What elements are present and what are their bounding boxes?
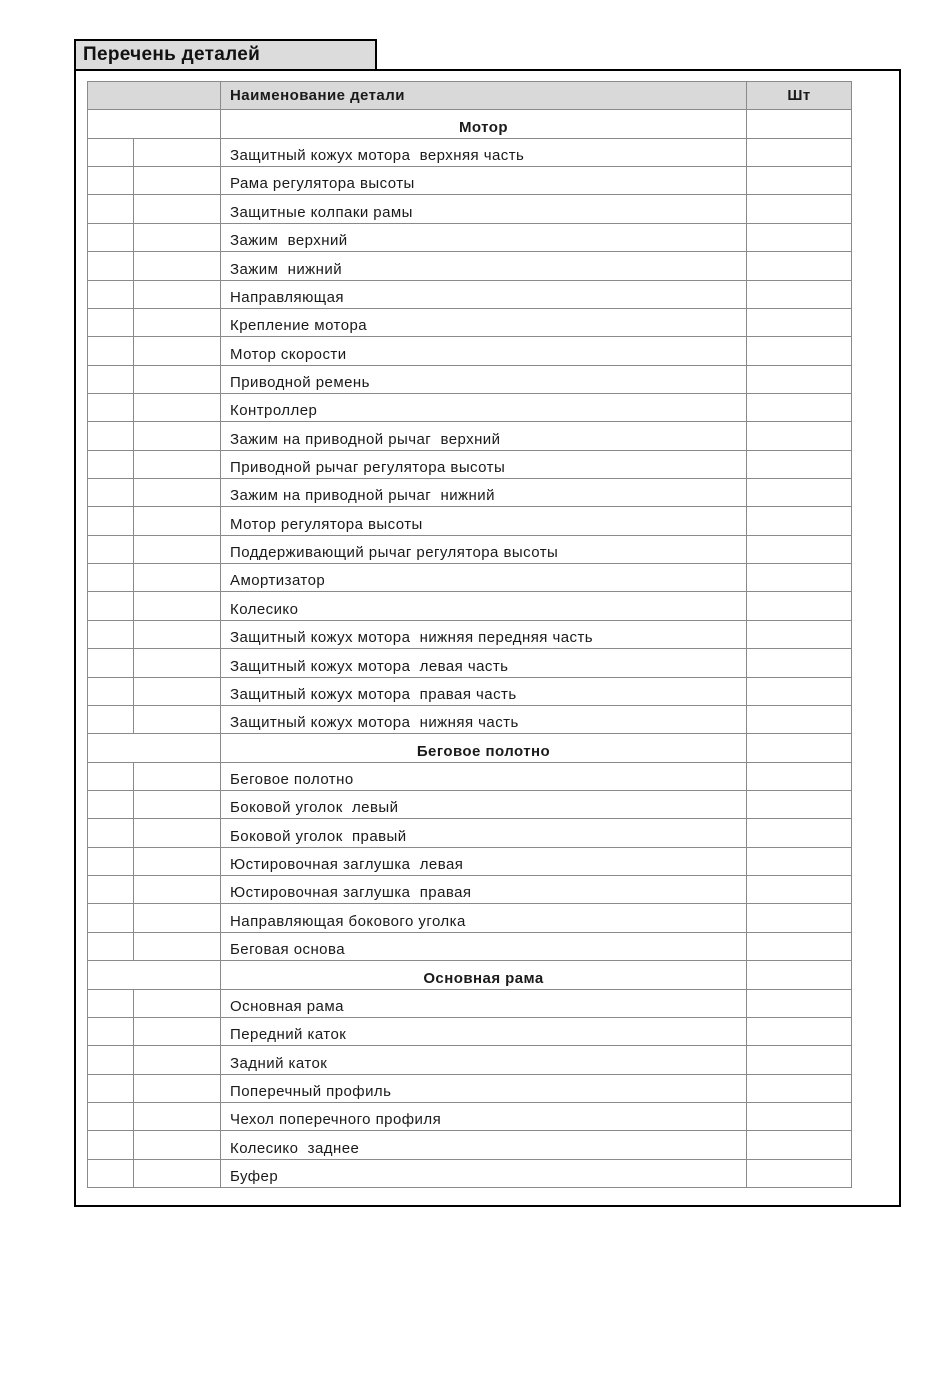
table-row	[88, 592, 852, 620]
table-row	[88, 762, 852, 790]
position-cell	[88, 138, 134, 166]
qty-cell	[747, 961, 852, 989]
part-number-cell	[134, 904, 221, 932]
table-row	[88, 280, 852, 308]
position-cell	[88, 223, 134, 251]
qty-cell	[747, 167, 852, 195]
table-row	[88, 422, 852, 450]
table-row	[88, 564, 852, 592]
position-cell	[88, 195, 134, 223]
part-name: Буфер	[221, 1159, 747, 1187]
table-row	[88, 507, 852, 535]
position-cell	[88, 819, 134, 847]
qty-cell	[747, 535, 852, 563]
page-title: Перечень деталей	[74, 39, 377, 71]
part-name: Поперечный профиль	[221, 1074, 747, 1102]
part-name: Боковой уголок правый	[221, 819, 747, 847]
position-cell	[88, 450, 134, 478]
section-row	[88, 110, 852, 138]
table-row	[88, 847, 852, 875]
section-blank-cell	[88, 734, 221, 762]
qty-cell	[747, 1102, 852, 1130]
section-row	[88, 961, 852, 989]
table-row	[88, 138, 852, 166]
part-name: Юстировочная заглушка левая	[221, 847, 747, 875]
table-row	[88, 535, 852, 563]
position-cell	[88, 649, 134, 677]
part-number-cell	[134, 592, 221, 620]
part-name: Защитный кожух мотора верхняя часть	[221, 138, 747, 166]
part-number-cell	[134, 535, 221, 563]
qty-cell	[747, 280, 852, 308]
part-name: Направляющая бокового уголка	[221, 904, 747, 932]
part-name: Чехол поперечного профиля	[221, 1102, 747, 1130]
part-number-cell	[134, 252, 221, 280]
part-name: Передний каток	[221, 1017, 747, 1045]
part-number-cell	[134, 507, 221, 535]
table-row	[88, 989, 852, 1017]
part-number-cell	[134, 876, 221, 904]
qty-cell	[747, 904, 852, 932]
part-number-cell	[134, 1074, 221, 1102]
section-blank-cell	[88, 110, 221, 138]
position-cell	[88, 1017, 134, 1045]
qty-cell	[747, 507, 852, 535]
part-number-cell	[134, 705, 221, 733]
part-number-cell	[134, 847, 221, 875]
position-cell	[88, 1074, 134, 1102]
table-row	[88, 252, 852, 280]
qty-cell	[747, 705, 852, 733]
qty-cell	[747, 223, 852, 251]
part-name: Приводной ремень	[221, 365, 747, 393]
position-cell	[88, 365, 134, 393]
position-cell	[88, 507, 134, 535]
position-cell	[88, 564, 134, 592]
table-row	[88, 1102, 852, 1130]
table-row	[88, 649, 852, 677]
qty-cell	[747, 734, 852, 762]
table-row	[88, 819, 852, 847]
section-title: Мотор	[221, 110, 747, 138]
position-cell	[88, 337, 134, 365]
part-name: Колесико	[221, 592, 747, 620]
part-name: Приводной рычаг регулятора высоты	[221, 450, 747, 478]
table-row	[88, 1159, 852, 1187]
part-name: Направляющая	[221, 280, 747, 308]
qty-cell	[747, 308, 852, 336]
part-number-cell	[134, 1017, 221, 1045]
part-number-cell	[134, 620, 221, 648]
part-name: Амортизатор	[221, 564, 747, 592]
table-row	[88, 904, 852, 932]
section-title: Основная рама	[221, 961, 747, 989]
part-name: Защитный кожух мотора правая часть	[221, 677, 747, 705]
part-name: Защитный кожух мотора нижняя часть	[221, 705, 747, 733]
part-number-cell	[134, 790, 221, 818]
qty-cell	[747, 1017, 852, 1045]
part-number-cell	[134, 337, 221, 365]
qty-cell	[747, 932, 852, 960]
table-header-row	[88, 82, 852, 110]
table-row	[88, 365, 852, 393]
position-cell	[88, 1159, 134, 1187]
part-number-cell	[134, 649, 221, 677]
position-cell	[88, 705, 134, 733]
table-row	[88, 790, 852, 818]
part-number-cell	[134, 167, 221, 195]
table-row	[88, 195, 852, 223]
part-number-cell	[134, 479, 221, 507]
qty-cell	[747, 649, 852, 677]
part-number-cell	[134, 223, 221, 251]
parts-table	[87, 81, 852, 1188]
part-number-cell	[134, 280, 221, 308]
table-row	[88, 393, 852, 421]
part-number-cell	[134, 819, 221, 847]
table-row	[88, 1017, 852, 1045]
part-name: Рама регулятора высоты	[221, 167, 747, 195]
qty-cell	[747, 337, 852, 365]
part-name: Крепление мотора	[221, 308, 747, 336]
qty-cell	[747, 1074, 852, 1102]
part-number-cell	[134, 308, 221, 336]
part-name: Зажим нижний	[221, 252, 747, 280]
position-cell	[88, 932, 134, 960]
qty-cell	[747, 1131, 852, 1159]
table-row	[88, 1131, 852, 1159]
table-row	[88, 167, 852, 195]
part-number-cell	[134, 1159, 221, 1187]
part-name: Контроллер	[221, 393, 747, 421]
part-number-cell	[134, 932, 221, 960]
table-row	[88, 223, 852, 251]
qty-cell	[747, 252, 852, 280]
position-cell	[88, 479, 134, 507]
section-title: Беговое полотно	[221, 734, 747, 762]
position-cell	[88, 280, 134, 308]
table-row	[88, 479, 852, 507]
part-name: Зажим верхний	[221, 223, 747, 251]
part-name: Мотор скорости	[221, 337, 747, 365]
position-cell	[88, 847, 134, 875]
part-number-cell	[134, 762, 221, 790]
position-cell	[88, 535, 134, 563]
position-cell	[88, 1102, 134, 1130]
position-cell	[88, 790, 134, 818]
header-blank-cell	[88, 82, 221, 110]
part-name: Беговая основа	[221, 932, 747, 960]
table-row	[88, 677, 852, 705]
qty-cell	[747, 393, 852, 421]
part-number-cell	[134, 365, 221, 393]
position-cell	[88, 989, 134, 1017]
qty-cell	[747, 790, 852, 818]
part-name: Защитный кожух мотора нижняя передняя часть	[221, 620, 747, 648]
qty-cell	[747, 847, 852, 875]
table-row	[88, 620, 852, 648]
part-name: Защитные колпаки рамы	[221, 195, 747, 223]
table-row	[88, 450, 852, 478]
qty-cell	[747, 110, 852, 138]
part-name: Основная рама	[221, 989, 747, 1017]
part-number-cell	[134, 564, 221, 592]
position-cell	[88, 904, 134, 932]
part-name: Боковой уголок левый	[221, 790, 747, 818]
position-cell	[88, 677, 134, 705]
position-cell	[88, 876, 134, 904]
part-number-cell	[134, 195, 221, 223]
table-row	[88, 705, 852, 733]
qty-cell	[747, 564, 852, 592]
part-number-cell	[134, 1131, 221, 1159]
section-blank-cell	[88, 961, 221, 989]
part-name: Поддерживающий рычаг регулятора высоты	[221, 535, 747, 563]
part-number-cell	[134, 450, 221, 478]
qty-cell	[747, 138, 852, 166]
table-row	[88, 308, 852, 336]
part-number-cell	[134, 1102, 221, 1130]
column-header-name: Наименование детали	[221, 82, 747, 110]
position-cell	[88, 1131, 134, 1159]
position-cell	[88, 308, 134, 336]
part-name: Защитный кожух мотора левая часть	[221, 649, 747, 677]
section-row	[88, 734, 852, 762]
qty-cell	[747, 677, 852, 705]
qty-cell	[747, 620, 852, 648]
position-cell	[88, 422, 134, 450]
qty-cell	[747, 762, 852, 790]
part-name: Мотор регулятора высоты	[221, 507, 747, 535]
column-header-qty: Шт	[747, 82, 852, 110]
qty-cell	[747, 876, 852, 904]
qty-cell	[747, 592, 852, 620]
part-number-cell	[134, 989, 221, 1017]
part-name: Колесико заднее	[221, 1131, 747, 1159]
qty-cell	[747, 422, 852, 450]
part-name: Беговое полотно	[221, 762, 747, 790]
qty-cell	[747, 450, 852, 478]
part-name: Задний каток	[221, 1046, 747, 1074]
qty-cell	[747, 365, 852, 393]
position-cell	[88, 252, 134, 280]
position-cell	[88, 762, 134, 790]
position-cell	[88, 592, 134, 620]
position-cell	[88, 620, 134, 648]
qty-cell	[747, 195, 852, 223]
table-row	[88, 337, 852, 365]
table-row	[88, 876, 852, 904]
part-number-cell	[134, 138, 221, 166]
qty-cell	[747, 1159, 852, 1187]
part-name: Юстировочная заглушка правая	[221, 876, 747, 904]
position-cell	[88, 1046, 134, 1074]
part-number-cell	[134, 393, 221, 421]
qty-cell	[747, 819, 852, 847]
qty-cell	[747, 479, 852, 507]
part-name: Зажим на приводной рычаг нижний	[221, 479, 747, 507]
parts-table-body	[88, 82, 852, 1188]
qty-cell	[747, 1046, 852, 1074]
part-name: Зажим на приводной рычаг верхний	[221, 422, 747, 450]
part-number-cell	[134, 1046, 221, 1074]
position-cell	[88, 167, 134, 195]
position-cell	[88, 393, 134, 421]
part-number-cell	[134, 422, 221, 450]
table-row	[88, 1074, 852, 1102]
table-row	[88, 932, 852, 960]
table-row	[88, 1046, 852, 1074]
part-number-cell	[134, 677, 221, 705]
qty-cell	[747, 989, 852, 1017]
